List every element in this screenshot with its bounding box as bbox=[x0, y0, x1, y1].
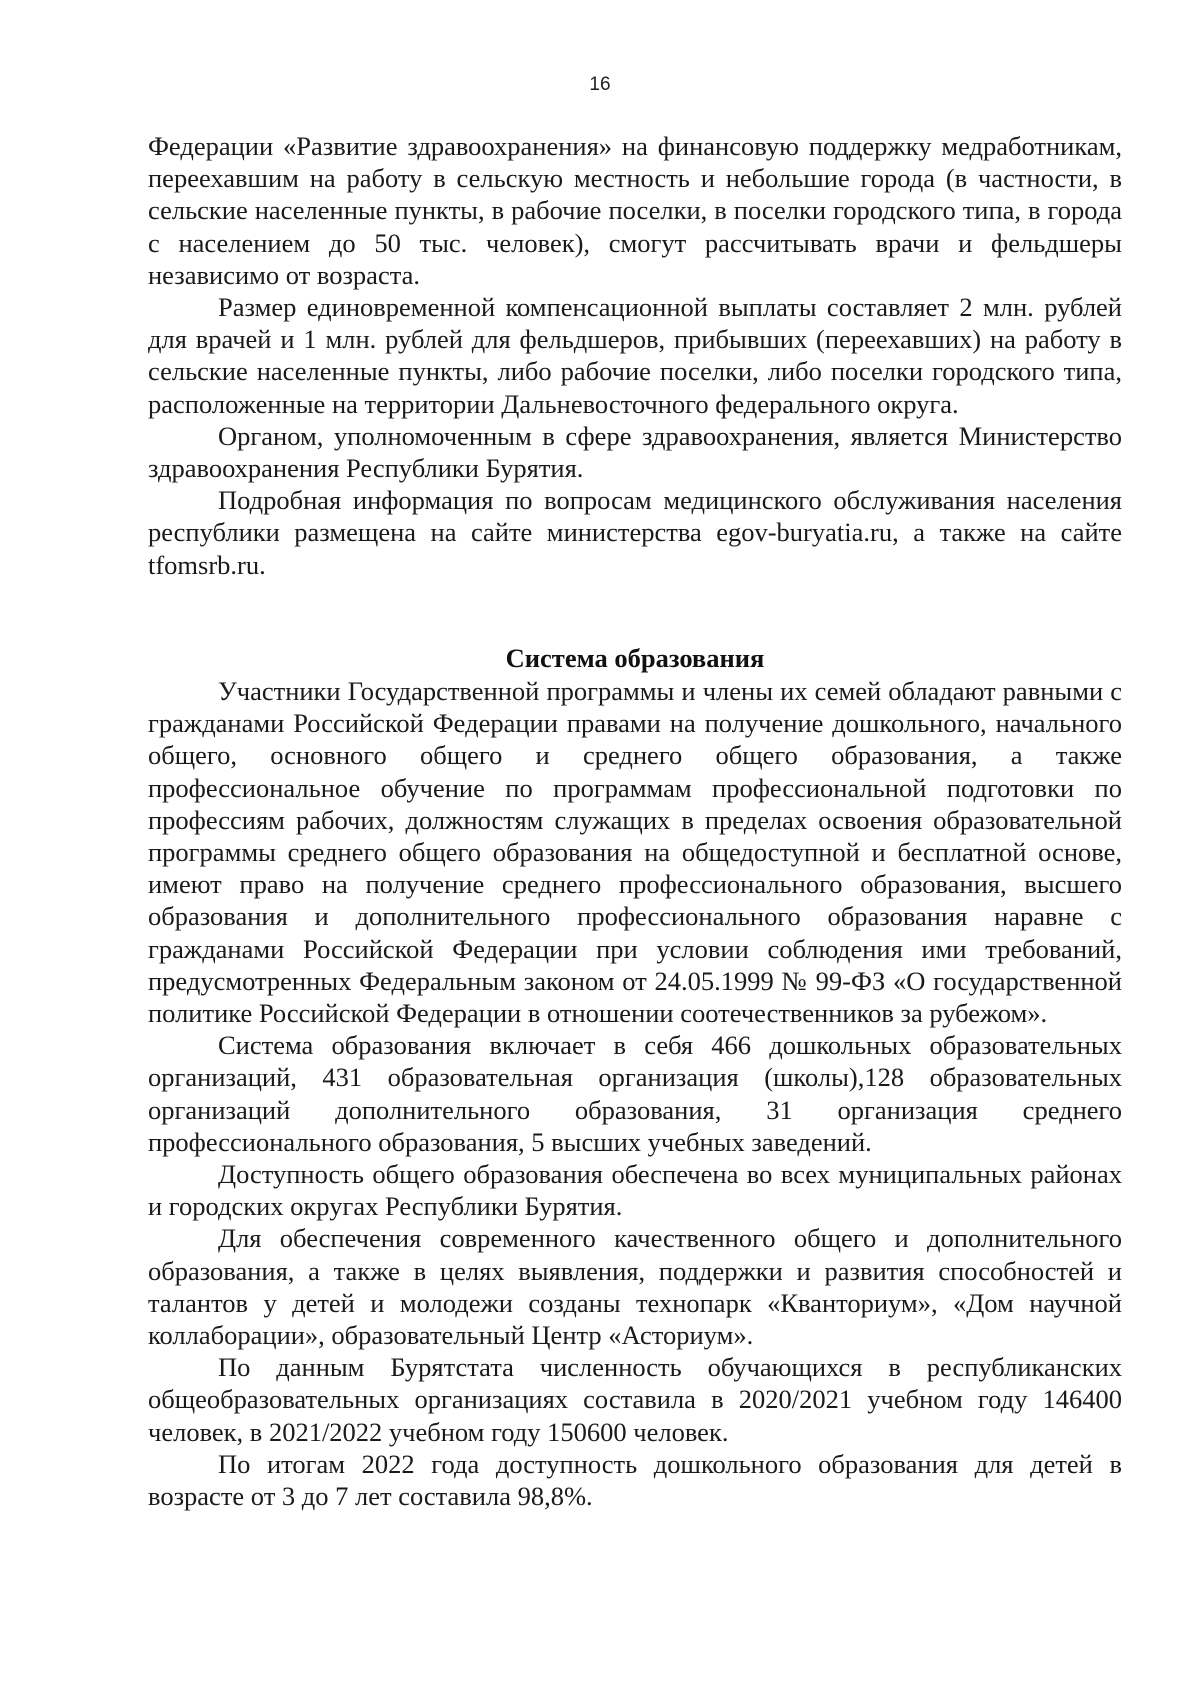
paragraph: Органом, уполномоченным в сфере здравоохранения, является Министерство здравоохранения Республики Бурятия. bbox=[148, 420, 1122, 484]
paragraph: Подробная информация по вопросам медицинского обслуживания населения республики размещена на сайте министерства egov-buryatia.ru, а также на сайте tfomsrb.ru. bbox=[148, 485, 1122, 580]
paragraph: По итогам 2022 года доступность дошкольного образования для детей в возрасте от 3 до 7 лет составила 98,8%. bbox=[148, 1448, 1122, 1512]
healthcare-section-body bbox=[148, 130, 1122, 581]
paragraph: Для обеспечения современного качественного общего и дополнительного образования, а также в целях выявления, поддержки и развития способностей и талантов у детей и молодежи созданы технопарк «Кванториум», «Дом научной коллаборации», образовательный Центр «Асториум». bbox=[148, 1223, 1122, 1351]
paragraph: Участники Государственной программы и члены их семей обладают равными с гражданами Российской Федерации правами на получение дошкольного, начального общего, основного общего и среднего общего образования, а также профессиональное обучение по программам профессиональной подготовки по профессиям рабочих, должностям служащих в пределах освоения образовательной программы среднего общего образования на общедоступной и бесплатной основе, имеют право на получение среднего профессионального образования, высшего образования и дополнительного профессионального образования наравне с гражданами Российской Федерации при условии соблюдения ими требований, предусмотренных Федеральным законом от 24.05.1999 № 99-ФЗ «О государственной политике Российской Федерации в отношении соотечественников за рубежом». bbox=[148, 676, 1122, 1029]
paragraph: Федерации «Развитие здравоохранения» на финансовую поддержку медработникам, переехавшим на работу в сельскую местность и небольшие города (в частности, в сельские населенные пункты, в рабочие поселки, в поселки городского типа, в города с населением до 50 тыс. человек), смогут рассчитывать врачи и фельдшеры независимо от возраста. bbox=[148, 131, 1122, 290]
page-number: 16 bbox=[589, 74, 611, 95]
section-heading: Система образования bbox=[505, 643, 765, 673]
paragraph: Доступность общего образования обеспечена во всех муниципальных районах и городских округах Республики Бурятия. bbox=[148, 1159, 1122, 1222]
paragraph: Система образования включает в себя 466 дошкольных образовательных организаций, 431 образовательная организация (школы),128 образовательных организаций дополнительного образования, 31 организация среднего профессионального образования, 5 высших учебных заведений. bbox=[148, 1030, 1122, 1157]
paragraph: По данным Бурятстата численность обучающихся в республиканских общеобразовательных организациях составила в 2020/2021 учебном году 146400 человек, в 2021/2022 учебном году 150600 человек. bbox=[148, 1352, 1122, 1447]
education-section-body bbox=[148, 675, 1122, 1512]
paragraph: Размер единовременной компенсационной выплаты составляет 2 млн. рублей для врачей и 1 млн. рублей для фельдшеров, прибывших (переехавших) на работу в сельские населенные пункты, либо рабочие поселки, либо поселки городского типа, расположенные на территории Дальневосточного федерального округа. bbox=[148, 292, 1122, 419]
